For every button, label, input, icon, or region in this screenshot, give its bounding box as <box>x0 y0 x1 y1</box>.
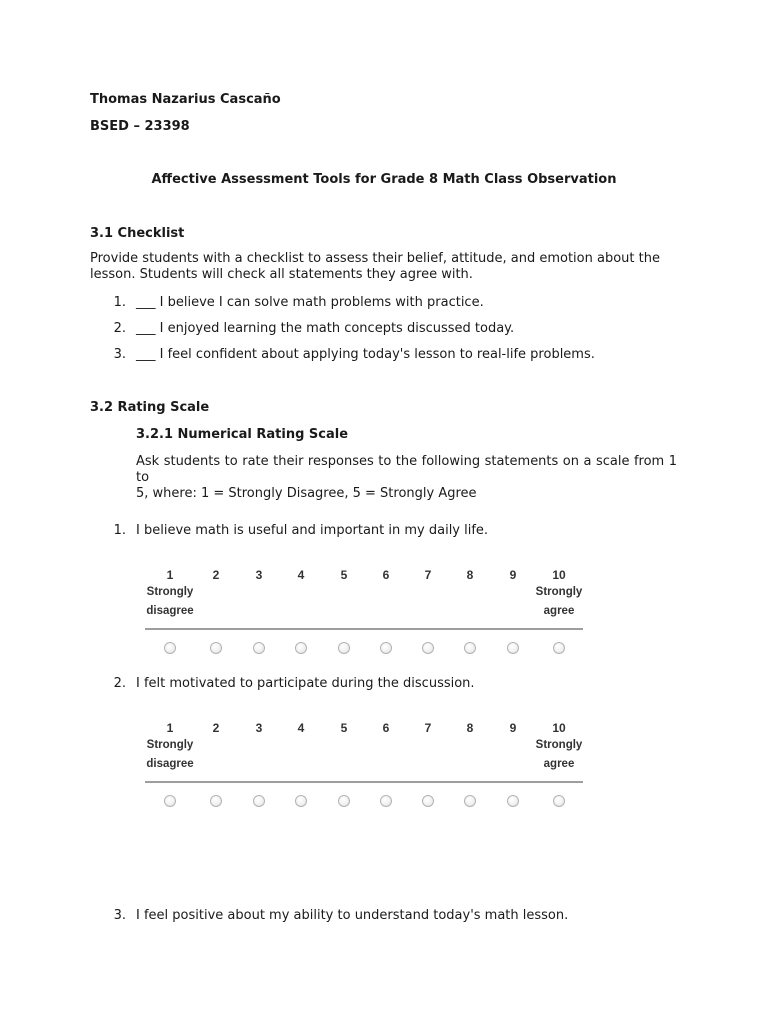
rating-item-number: 3. <box>113 908 126 923</box>
scale-number: 3 <box>255 568 263 582</box>
course-code: BSED – 23398 <box>90 119 190 134</box>
scale-number: 5 <box>340 568 348 582</box>
checklist-item-number: 1. <box>113 295 126 310</box>
scale-low-label: Strongly <box>146 739 194 751</box>
scale-column-10 <box>534 567 584 621</box>
checklist-intro-line-1: Provide students with a checklist to assess their belief, attitude, and emotion about the <box>90 251 660 266</box>
rating-radio-5[interactable] <box>338 795 350 807</box>
rating-radio-2[interactable] <box>210 642 222 654</box>
scale-number: 1 <box>166 568 174 582</box>
scale-number: 7 <box>424 721 432 735</box>
rating-radio-6[interactable] <box>380 795 392 807</box>
checklist-item: ___ I enjoyed learning the math concepts discussed today. <box>136 321 515 336</box>
rating-scale-widget <box>145 720 585 814</box>
scale-column-1 <box>145 720 195 774</box>
scale-column-10 <box>534 720 584 774</box>
rating-item-number: 2. <box>113 676 126 691</box>
scale-number: 4 <box>297 721 305 735</box>
checklist-heading: 3.1 Checklist <box>90 226 185 241</box>
scale-column-1 <box>145 567 195 621</box>
scale-high-label: agree <box>543 758 575 770</box>
scale-number: 3 <box>255 721 263 735</box>
rating-radio-10[interactable] <box>553 795 565 807</box>
scale-high-label: Strongly <box>535 739 583 751</box>
scale-number: 7 <box>424 568 432 582</box>
scale-number: 6 <box>382 568 390 582</box>
scale-number: 1 <box>166 721 174 735</box>
scale-low-label: Strongly <box>146 586 194 598</box>
author-name: Thomas Nazarius Cascaño <box>90 92 281 107</box>
document-title: Affective Assessment Tools for Grade 8 Math Class Observation <box>151 172 617 187</box>
rating-radio-3[interactable] <box>253 795 265 807</box>
scale-high-label: Strongly <box>535 586 583 598</box>
rating-radio-9[interactable] <box>507 795 519 807</box>
scale-number: 2 <box>212 568 220 582</box>
rating-radio-8[interactable] <box>464 642 476 654</box>
checklist-item-number: 2. <box>113 321 126 336</box>
rating-radio-2[interactable] <box>210 795 222 807</box>
scale-number: 10 <box>552 721 566 735</box>
rating-radio-1[interactable] <box>164 795 176 807</box>
checklist-intro <box>90 251 677 283</box>
checklist-intro-line-2: lesson. Students will check all statements they agree with. <box>90 267 473 282</box>
scale-number: 2 <box>212 721 220 735</box>
scale-number: 8 <box>466 721 474 735</box>
rating-intro <box>136 454 677 502</box>
scale-divider <box>145 628 583 630</box>
scale-column-9 <box>488 567 538 583</box>
scale-low-label: disagree <box>146 758 194 770</box>
rating-radio-3[interactable] <box>253 642 265 654</box>
scale-number: 9 <box>509 568 517 582</box>
scale-divider <box>145 781 583 783</box>
rating-item: I believe math is useful and important in my daily life. <box>136 523 489 538</box>
scale-number: 4 <box>297 568 305 582</box>
rating-radio-8[interactable] <box>464 795 476 807</box>
rating-radio-7[interactable] <box>422 795 434 807</box>
rating-radio-10[interactable] <box>553 642 565 654</box>
rating-radio-9[interactable] <box>507 642 519 654</box>
scale-number: 6 <box>382 721 390 735</box>
rating-intro-line-1: Ask students to rate their responses to the following statements on a scale from 1 to <box>136 454 677 485</box>
rating-item: I feel positive about my ability to understand today's math lesson. <box>136 908 569 923</box>
rating-intro-line-2: 5, where: 1 = Strongly Disagree, 5 = Strongly Agree <box>136 486 477 501</box>
checklist-item-number: 3. <box>113 347 126 362</box>
rating-item-number: 1. <box>113 523 126 538</box>
rating-item: I felt motivated to participate during the discussion. <box>136 676 475 691</box>
checklist-item: ___ I believe I can solve math problems with practice. <box>136 295 484 310</box>
scale-number: 8 <box>466 568 474 582</box>
rating-radio-4[interactable] <box>295 795 307 807</box>
checklist-item: ___ I feel confident about applying today's lesson to real-life problems. <box>136 347 595 362</box>
scale-low-label: disagree <box>146 605 194 617</box>
scale-number: 5 <box>340 721 348 735</box>
scale-number: 9 <box>509 721 517 735</box>
scale-column-9 <box>488 720 538 736</box>
scale-number: 10 <box>552 568 566 582</box>
numerical-rating-subheading: 3.2.1 Numerical Rating Scale <box>136 427 349 442</box>
rating-radio-5[interactable] <box>338 642 350 654</box>
rating-scale-widget <box>145 567 585 661</box>
rating-radio-1[interactable] <box>164 642 176 654</box>
rating-radio-7[interactable] <box>422 642 434 654</box>
scale-high-label: agree <box>543 605 575 617</box>
rating-scale-heading: 3.2 Rating Scale <box>90 400 210 415</box>
rating-radio-4[interactable] <box>295 642 307 654</box>
rating-radio-6[interactable] <box>380 642 392 654</box>
